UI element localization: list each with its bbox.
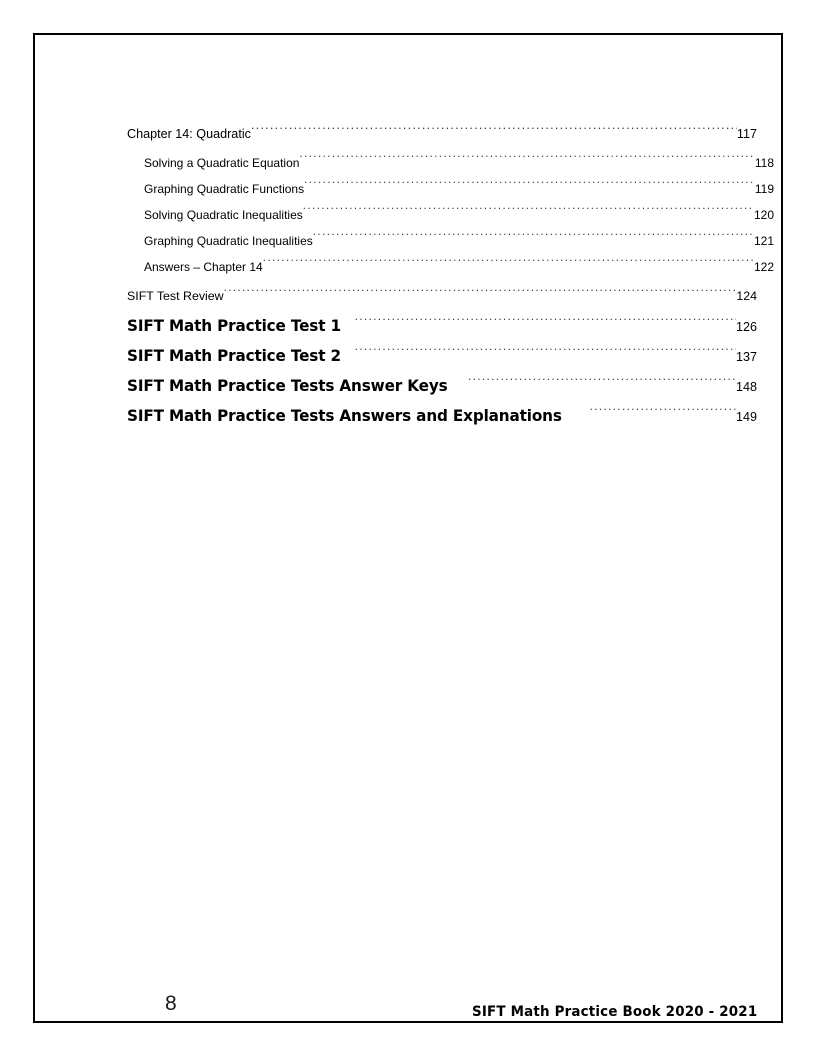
toc-dot-leader [313, 233, 754, 245]
toc-dot-leader [468, 375, 736, 392]
toc-entry-page: 122 [753, 260, 774, 274]
toc-entry[interactable] [127, 311, 816, 341]
toc-entry-page: 117 [736, 127, 757, 141]
toc-entry-title: Graphing Quadratic Inequalities [144, 234, 313, 248]
toc-entry[interactable] [127, 371, 816, 401]
toc-entry-title: Graphing Quadratic Functions [144, 182, 305, 196]
toc-dot-leader [355, 315, 736, 332]
footer-page-number: 8 [165, 992, 177, 1015]
toc-dot-leader [263, 259, 754, 271]
toc-entry[interactable] [127, 121, 816, 147]
toc-entry-page: 148 [735, 380, 757, 394]
toc-entry[interactable] [127, 254, 774, 280]
toc-entry-title: Solving a Quadratic Equation [144, 156, 300, 170]
toc-entry[interactable] [127, 341, 816, 371]
toc-entry-title: SIFT Math Practice Test 2 [127, 346, 341, 365]
toc-dot-leader [355, 345, 736, 362]
toc-entry-title: SIFT Math Practice Tests Answers and Explanations [127, 406, 562, 425]
toc-entry-title: Answers – Chapter 14 [144, 260, 263, 274]
toc-dot-leader [303, 207, 754, 219]
toc-entry-page: 118 [754, 156, 774, 170]
toc-dot-leader [224, 288, 737, 300]
toc-dot-leader [251, 125, 737, 138]
page-border [33, 33, 783, 1023]
toc-entry-title: Solving Quadratic Inequalities [144, 208, 303, 222]
toc-entry-page: 149 [735, 410, 757, 424]
toc-entry[interactable] [127, 401, 816, 431]
toc-dot-leader [304, 181, 755, 193]
table-of-contents [127, 121, 774, 431]
toc-entry-title: SIFT Math Practice Test 1 [127, 316, 341, 335]
toc-entry-title: Chapter 14: Quadratic [127, 127, 251, 141]
toc-entry-page: 124 [736, 289, 757, 303]
toc-entry[interactable] [127, 150, 774, 176]
toc-entry-page: 121 [753, 234, 774, 248]
toc-entry-title: SIFT Math Practice Tests Answer Keys [127, 376, 448, 395]
toc-entry[interactable] [127, 283, 816, 309]
toc-entry-page: 119 [754, 182, 774, 196]
toc-entry-page: 137 [735, 350, 757, 364]
toc-entry[interactable] [127, 228, 774, 254]
toc-dot-leader [590, 405, 736, 422]
toc-entry[interactable] [127, 202, 774, 228]
toc-dot-leader [299, 155, 754, 167]
toc-entry[interactable] [127, 176, 774, 202]
toc-entry-page: 120 [753, 208, 774, 222]
footer-book-title: SIFT Math Practice Book 2020 - 2021 [472, 1003, 758, 1020]
toc-entry-page: 126 [735, 320, 757, 334]
toc-entry-title: SIFT Test Review [127, 289, 224, 303]
